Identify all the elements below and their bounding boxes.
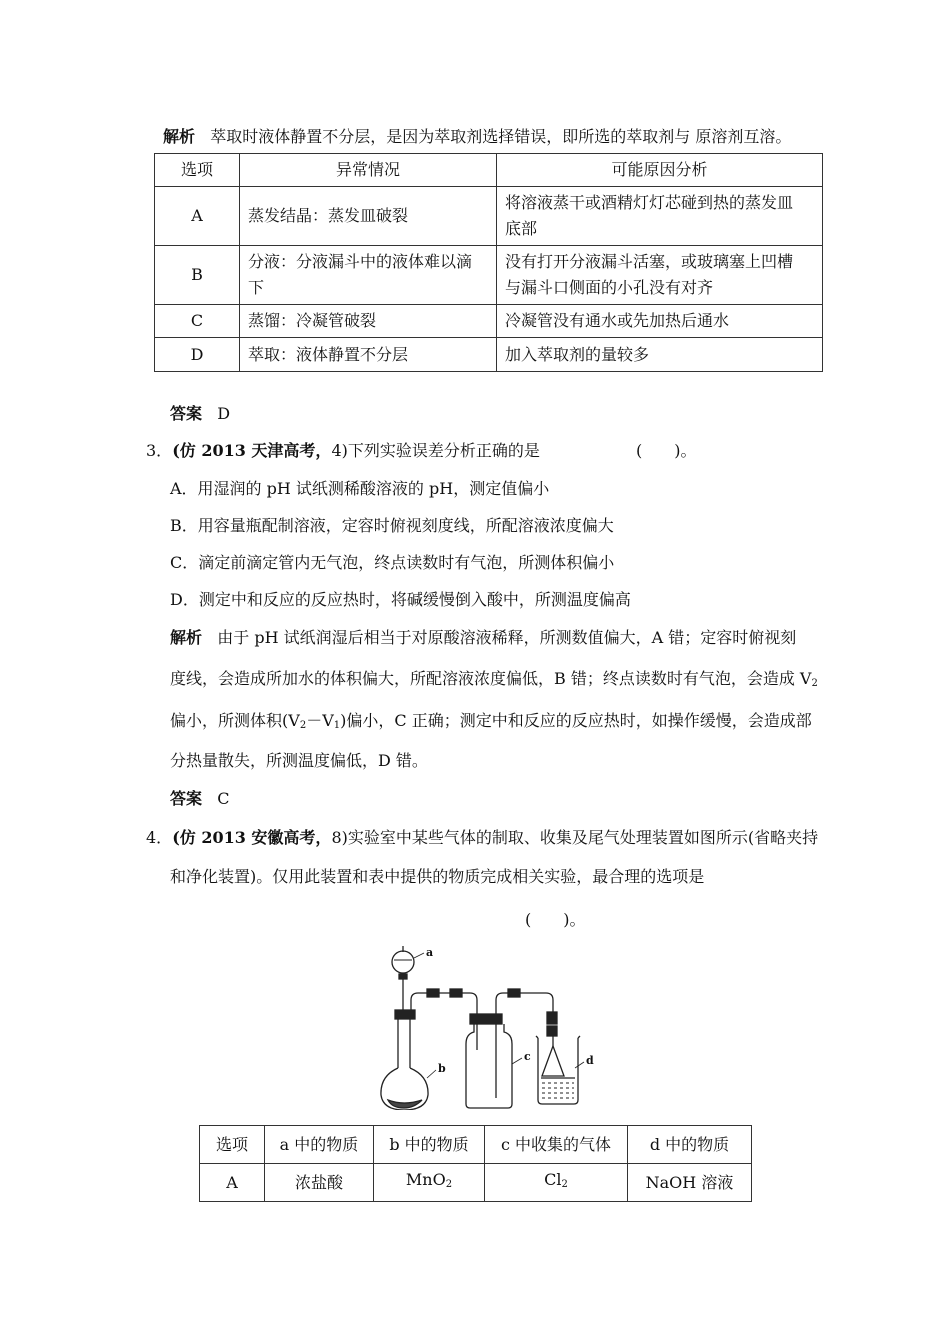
question-3-stem: 3．(仿 2013 天津高考，4)下列实验误差分析正确的是 <box>146 441 540 460</box>
answer-3 <box>170 789 230 809</box>
table1-row-d-option: D <box>155 338 240 372</box>
label-a: a <box>426 946 434 959</box>
table2-header-c: c 中收集的气体 <box>485 1126 628 1164</box>
question-4-source: (仿 2013 安徽高考， <box>172 828 332 847</box>
table2-row-a-b: MnO$_2$ <box>374 1164 485 1202</box>
question-3-analysis-line-1: 解析 由于 pH 试纸润湿后相当于对原酸溶液稀释，所测数值偏大，A 错；定容时俯视刻 <box>170 628 797 647</box>
question-3-source: (仿 2013 天津高考， <box>172 441 332 460</box>
answer-1 <box>170 404 230 424</box>
analysis-text: 萃取时液体静置不分层，是因为萃取剂选择错误，即所选的萃取剂与 原溶剂互溶。 <box>210 127 792 146</box>
error-analysis-table <box>154 153 823 372</box>
analysis-1 <box>163 127 791 147</box>
table1-row-d-situation: 萃取：液体静置不分层 <box>240 338 497 372</box>
table2-header-a: a 中的物质 <box>265 1126 374 1164</box>
apparatus-diagram <box>370 938 620 1110</box>
question-3-option-b: B．用容量瓶配制溶液，定容时俯视刻度线，所配溶液浓度偏大 <box>170 516 614 535</box>
question-3-text: 下列实验误差分析正确的是 <box>347 441 540 460</box>
table1-row-c-reason: 冷凝管没有通水或先加热后通水 <box>497 305 823 338</box>
label-b: b <box>438 1062 446 1075</box>
question-4-bracket: ( )。 <box>525 910 586 929</box>
answer-label: 答案 <box>170 404 203 423</box>
table1-row-b-reason: 没有打开分液漏斗活塞，或玻璃塞上凹槽 与漏斗口侧面的小孔没有对齐 <box>497 246 823 305</box>
materials-table <box>199 1125 752 1202</box>
table1-header-situation: 异常情况 <box>240 154 497 187</box>
label-d: d <box>586 1054 594 1067</box>
table2-row-a-c: $Cl_2$ <box>485 1164 628 1202</box>
table1-row-d-reason: 加入萃取剂的量较多 <box>497 338 823 372</box>
analysis-label: 解析 <box>163 127 196 146</box>
question-3-analysis-line-2: 度线，会造成所加水的体积偏大，所配溶液浓度偏低，B 错；终点读数时有气泡，会造成 $V_2$ <box>170 669 818 689</box>
table1-row-b-situation: 分液：分液漏斗中的液体难以滴 下 <box>240 246 497 305</box>
analysis-label: 解析 <box>170 628 203 647</box>
answer-label: 答案 <box>170 789 203 808</box>
label-c: c <box>524 1050 531 1063</box>
table2-row-a-d: NaOH 溶液 <box>628 1164 752 1202</box>
table2-row-a-option: A <box>200 1164 265 1202</box>
question-4-stem-line-1: 4．(仿 2013 安徽高考，8)实验室中某些气体的制取、收集及尾气处理装置如图所示(省略夹持 <box>146 828 819 847</box>
question-3-option-d: D．测定中和反应的反应热时，将碱缓慢倒入酸中，所测温度偏高 <box>170 590 631 609</box>
table2-header-option: 选项 <box>200 1126 265 1164</box>
table1-row-a-option: A <box>155 187 240 246</box>
table2-row-a-a: 浓盐酸 <box>265 1164 374 1202</box>
answer-value: D <box>217 404 231 423</box>
answer-value: C <box>217 789 230 808</box>
table1-row-a-reason: 将溶液蒸干或酒精灯灯芯碰到热的蒸发皿 底部 <box>497 187 823 246</box>
table2-header-d: d 中的物质 <box>628 1126 752 1164</box>
table1-row-a-situation: 蒸发结晶：蒸发皿破裂 <box>240 187 497 246</box>
table1-row-c-situation: 蒸馏：冷凝管破裂 <box>240 305 497 338</box>
table2-header-b: b 中的物质 <box>374 1126 485 1164</box>
question-3-analysis-line-4: 分热量散失，所测温度偏低，D 错。 <box>170 751 428 770</box>
question-3-option-a: A．用湿润的 pH 试纸测稀酸溶液的 pH，测定值偏小 <box>170 479 550 498</box>
table1-header-reason: 可能原因分析 <box>497 154 823 187</box>
question-3-option-c: C．滴定前滴定管内无气泡，终点读数时有气泡，所测体积偏小 <box>170 553 615 572</box>
table1-row-c-option: C <box>155 305 240 338</box>
question-3-analysis-line-3: 偏小，所测体积$(V_2-V_1)$偏小，C 正确；测定中和反应的反应热时，如操作缓慢，会造成部 <box>170 711 812 731</box>
question-3-bracket: ( )。 <box>636 441 697 460</box>
table1-header-option: 选项 <box>155 154 240 187</box>
table1-row-b-option: B <box>155 246 240 305</box>
question-4-stem-line-2: 和净化装置)。仅用此装置和表中提供的物质完成相关实验，最合理的选项是 <box>170 867 705 886</box>
